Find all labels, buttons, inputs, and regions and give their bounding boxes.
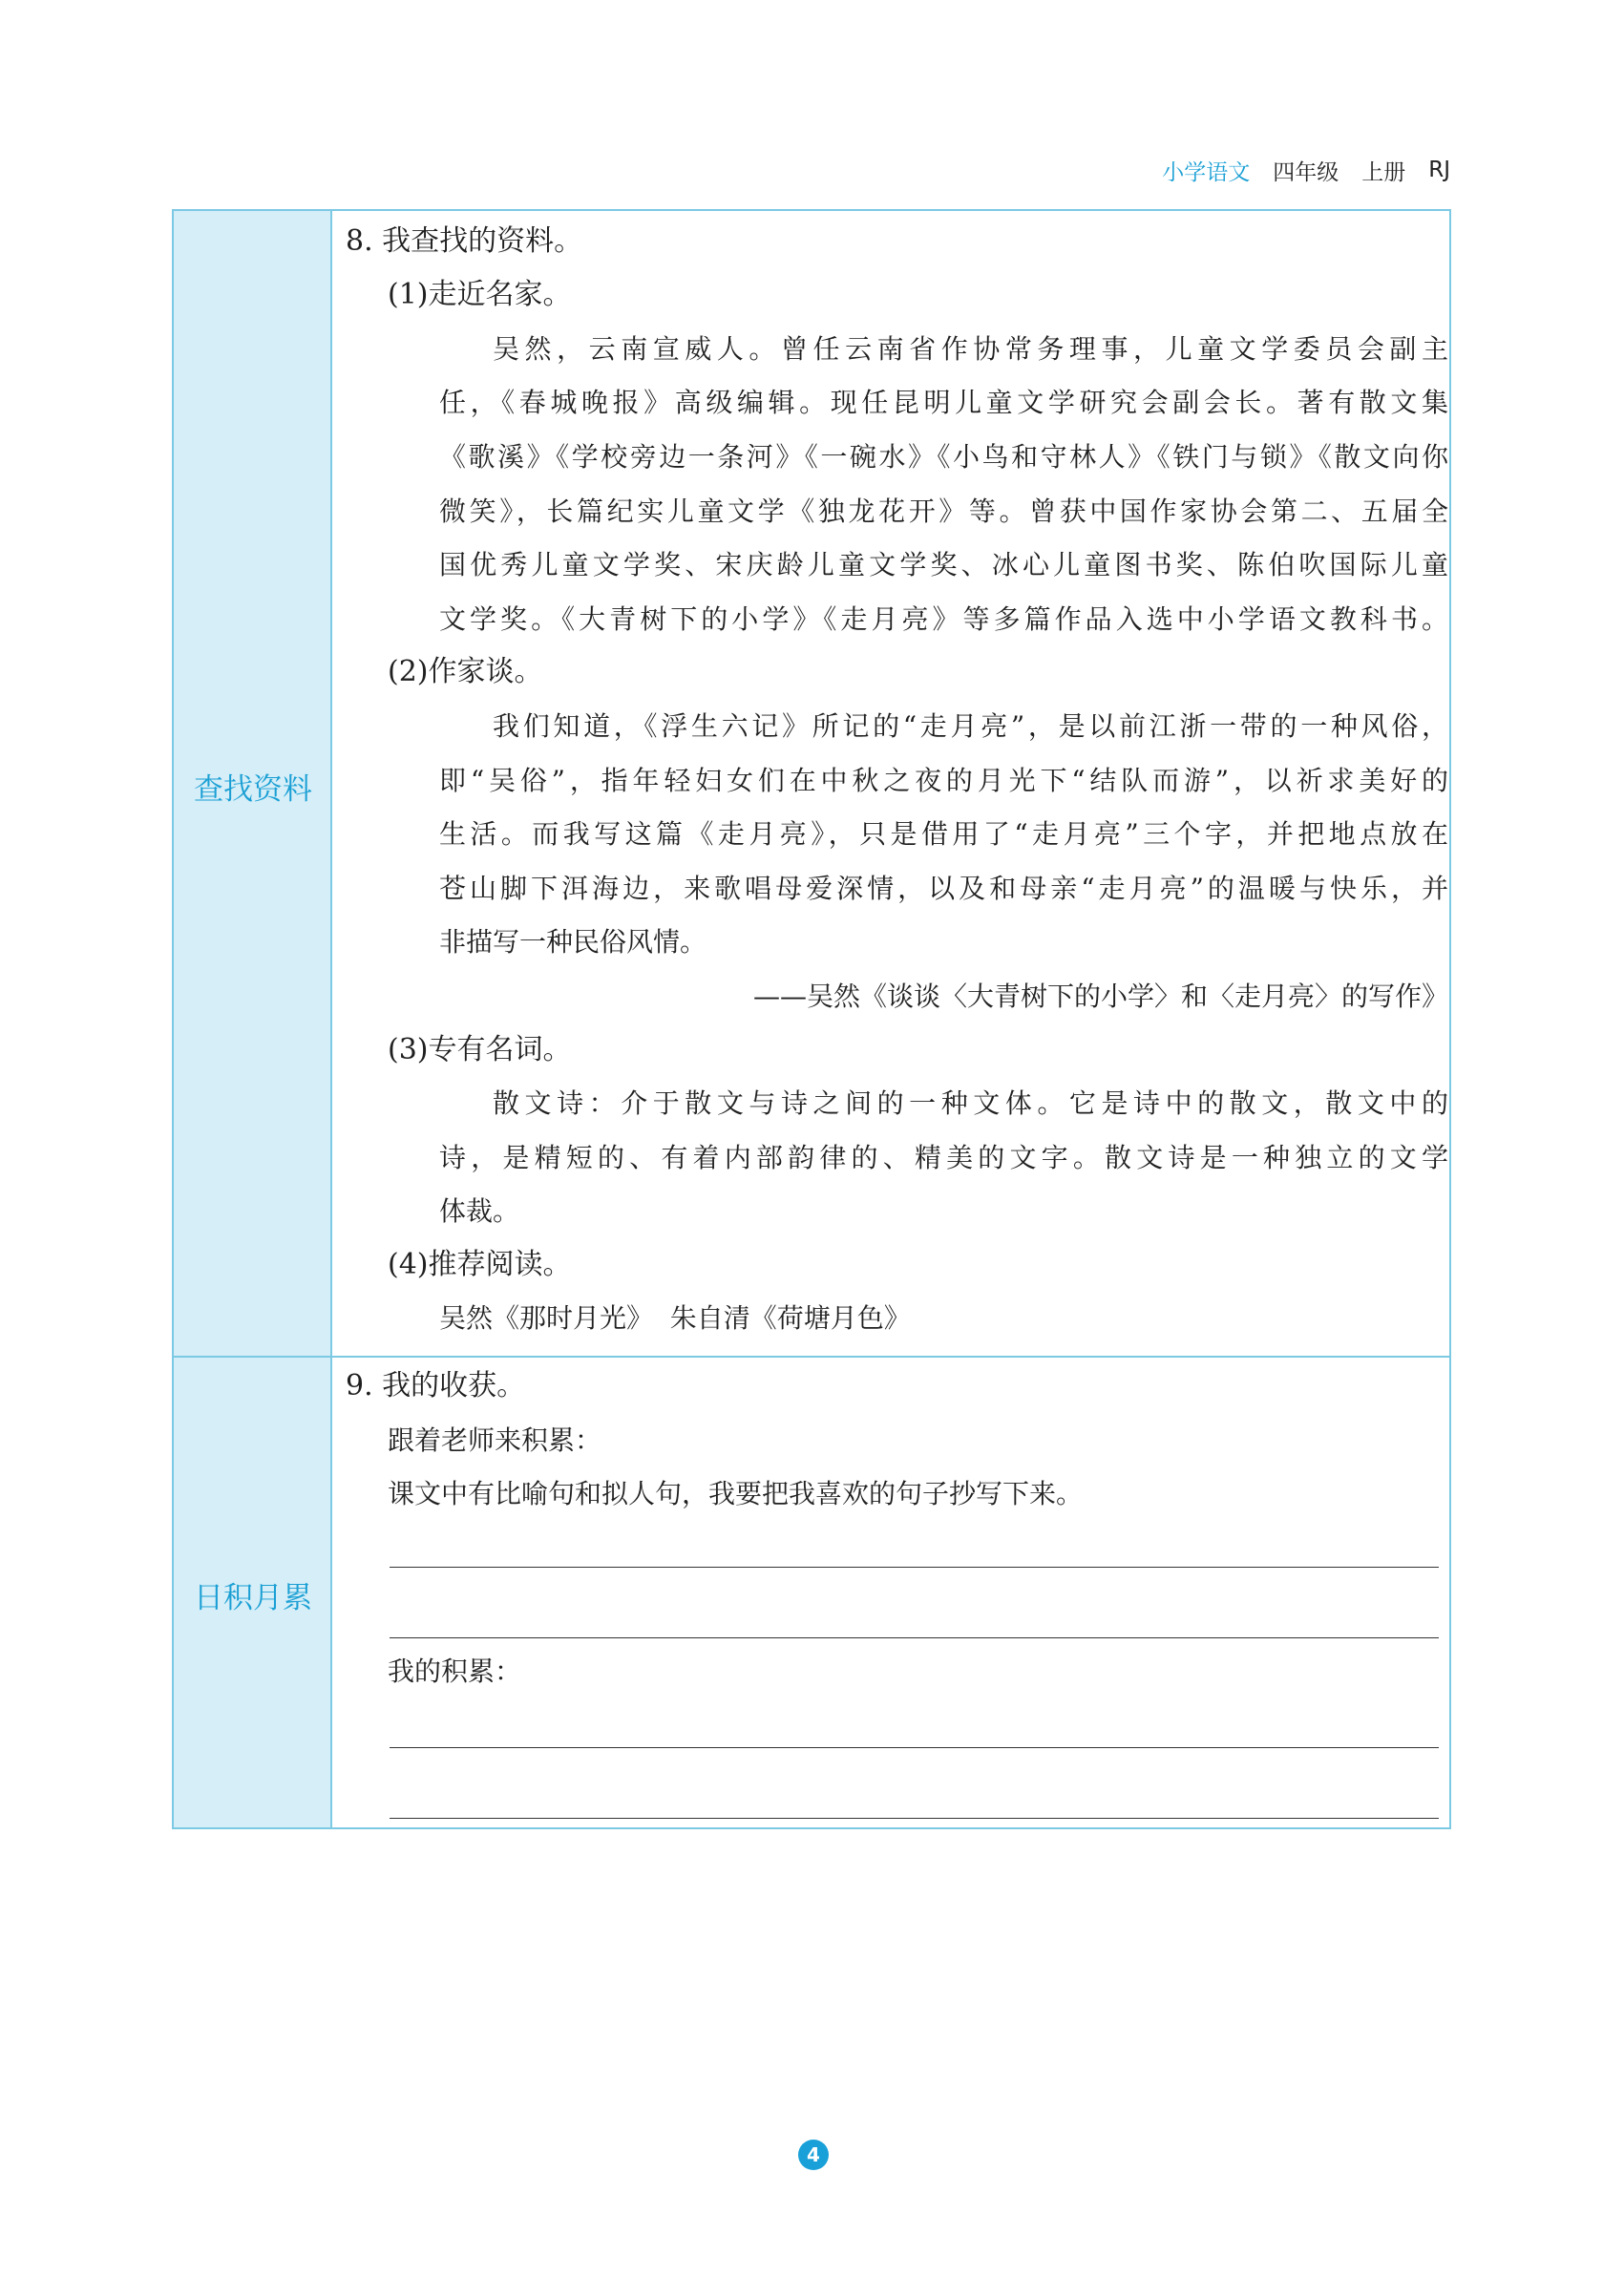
section-title: 9. 我的收获。 [346,1369,526,1403]
paragraph-line: 吴然，云南宣威人。曾任云南省作协常务理事，儿童文学委员会副主 [493,333,1448,365]
prompt-text: 我的积累： [388,1656,522,1687]
part-heading: (4)推荐阅读。 [388,1248,572,1281]
section-label-accumulate: 日积月累 [194,1581,312,1615]
accumulate-section [332,1356,1451,1829]
paragraph-line: 体裁。 [439,1195,520,1227]
prompt-text: 课文中有比喻句和拟人句，我要把我喜欢的句子抄写下来。 [388,1478,1084,1509]
writing-line[interactable] [390,1818,1439,1819]
section-title: 8. 我查找的资料。 [346,224,583,258]
header-grade: 四年级 [1273,159,1339,185]
writing-line[interactable] [390,1747,1439,1748]
header-subject: 小学语文 [1162,159,1251,185]
page-header [1162,151,1450,189]
paragraph-line: 微笑》，长篇纪实儿童文学《独龙花开》等。曾获中国作家协会第二、五届全 [439,496,1448,527]
page-number: 4 [798,2140,829,2170]
paragraph-line: 诗，是精短的、有着内部韵律的、精美的文字。散文诗是一种独立的文学 [439,1142,1448,1173]
paragraph-line: 散文诗：介于散文与诗之间的一种文体。它是诗中的散文，散文中的 [493,1087,1448,1119]
paragraph-line: 任，《春城晚报》高级编辑。现任昆明儿童文学研究会副会长。著有散文集 [439,387,1448,418]
writing-line[interactable] [390,1637,1439,1638]
paragraph-line: 我们知道，《浮生六记》所记的“走月亮”，是以前江浙一带的一种风俗， [493,710,1448,742]
paragraph-line: 《歌溪》《学校旁边一条河》《一碗水》《小鸟和守林人》《铁门与锁》《散文向你 [439,441,1448,473]
research-section [332,211,1451,1356]
paragraph-line: 国优秀儿童文学奖、宋庆龄儿童文学奖、冰心儿童图书奖、陈伯吹国际儿童 [439,549,1448,580]
section-label-research: 查找资料 [194,772,312,807]
header-edition: RJ [1428,158,1450,182]
part-heading: (2)作家谈。 [388,655,543,688]
paragraph-line: 文学奖。《大青树下的小学》《走月亮》等多篇作品入选中小学语文教科书。 [439,603,1448,635]
paragraph-line: 苍山脚下洱海边，来歌唱母爱深情，以及和母亲“走月亮”的温暖与快乐，并 [439,873,1448,904]
part-heading: (1)走近名家。 [388,278,572,311]
part-heading: (3)专有名词。 [388,1033,572,1066]
paragraph-line: 非描写一种民俗风情。 [439,926,707,958]
paragraph-line: 生活。而我写这篇《走月亮》，只是借用了“走月亮”三个字，并把地点放在 [439,818,1448,850]
header-volume: 上册 [1361,159,1406,185]
prompt-text: 跟着老师来积累： [388,1424,602,1456]
quote-source: ——吴然《谈谈〈大青树下的小学〉和〈走月亮〉的写作》 [752,981,1448,1012]
paragraph-line: 即“吴俗”，指年轻妇女们在中秋之夜的月光下“结队而游”，以祈求美好的 [439,765,1448,796]
worksheet-table [172,209,1451,1829]
writing-line[interactable] [390,1567,1439,1568]
recommended-books: 吴然《那时月光》 朱自清《荷塘月色》 [439,1302,911,1334]
